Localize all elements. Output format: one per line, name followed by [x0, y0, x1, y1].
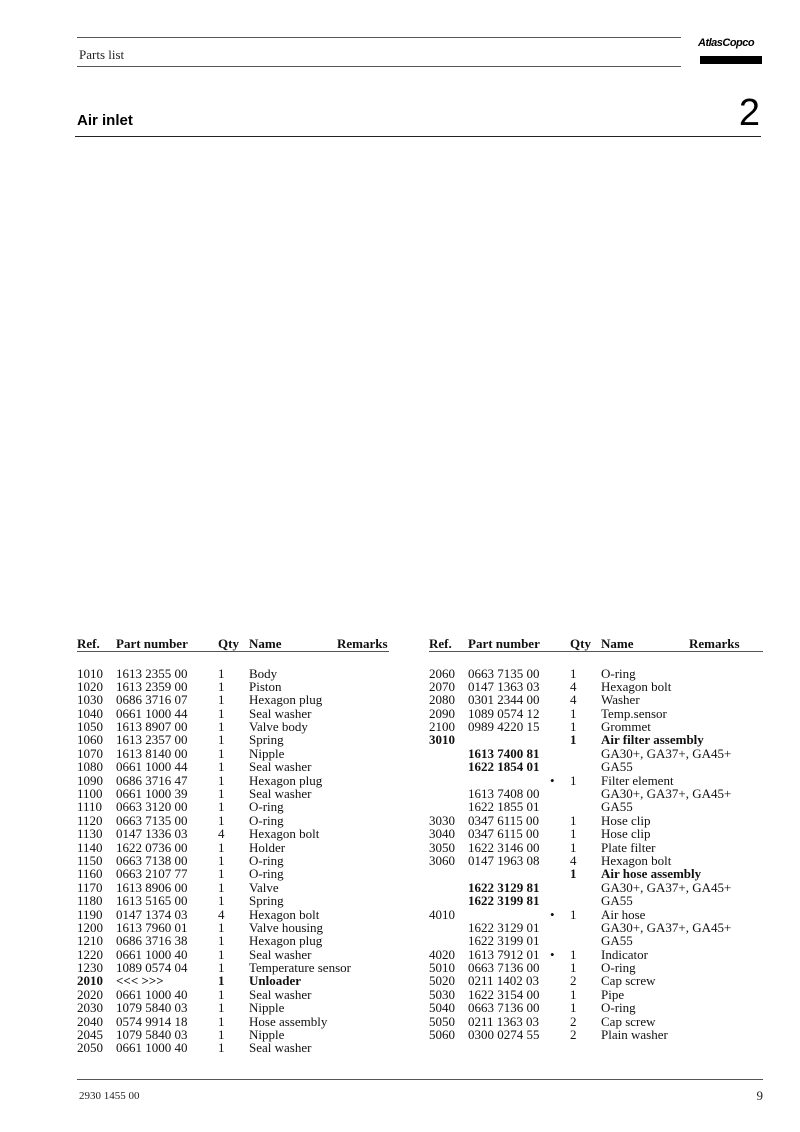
col-name: Name — [249, 636, 282, 651]
part-number-cell: 0661 1000 44 — [116, 759, 188, 775]
table-row — [77, 787, 389, 800]
qty-cell: 4 — [218, 906, 225, 922]
part-number-cell: 1613 7960 01 — [116, 919, 188, 935]
table-row — [429, 774, 761, 787]
qty-cell: 1 — [570, 772, 577, 788]
part-number-cell: 0661 1000 39 — [116, 786, 188, 802]
table-header-rule — [77, 651, 389, 652]
part-number-cell: 0989 4220 15 — [468, 719, 540, 735]
qty-cell: 1 — [218, 986, 225, 1002]
table-row — [77, 1001, 389, 1014]
table-row — [429, 733, 761, 746]
col-ref: Ref. — [77, 636, 100, 651]
atlas-copco-logo — [698, 37, 764, 68]
name-cell: O-ring — [249, 812, 284, 828]
part-number-cell: 0301 2344 00 — [468, 692, 540, 708]
table-row — [429, 867, 761, 880]
name-cell: Hexagon bolt — [249, 826, 320, 842]
name-cell: Grommet — [601, 719, 651, 735]
table-row — [429, 720, 761, 733]
part-number-cell: 0211 1402 03 — [468, 973, 540, 989]
name-cell: O-ring — [601, 1000, 636, 1016]
qty-cell: 4 — [218, 826, 225, 842]
name-cell: GA55 — [601, 799, 633, 815]
qty-cell: 1 — [570, 812, 577, 828]
part-number-cell: 1079 5840 03 — [116, 1027, 188, 1043]
name-cell: Plain washer — [601, 1027, 668, 1043]
qty-cell: 1 — [570, 719, 577, 735]
qty-cell: 1 — [218, 705, 225, 721]
bullet-marker: • — [550, 772, 555, 788]
page-number: 9 — [756, 1088, 763, 1103]
table-row — [77, 988, 389, 1001]
part-number-cell: 1622 3154 00 — [468, 986, 540, 1002]
part-number-cell: 1079 5840 03 — [116, 1000, 188, 1016]
part-number-cell: 0147 1336 03 — [116, 826, 188, 842]
qty-cell: 1 — [218, 960, 225, 976]
table-row — [77, 974, 389, 987]
qty-cell: 1 — [218, 759, 225, 775]
part-number-cell: 1622 3129 81 — [468, 879, 540, 895]
name-cell: GA30+, GA37+, GA45+ — [601, 879, 732, 895]
name-cell: GA55 — [601, 933, 633, 949]
name-cell: Valve — [249, 879, 279, 895]
rows-right — [429, 667, 761, 1042]
ref-cell: 1180 — [77, 893, 103, 909]
ref-cell: 1200 — [77, 919, 103, 935]
table-row — [77, 867, 389, 880]
part-number-cell: 0663 2107 77 — [116, 866, 188, 882]
ref-cell: 1120 — [77, 812, 103, 828]
qty-cell: 1 — [218, 946, 225, 962]
section-title: Air inlet — [77, 112, 133, 129]
col-part-number: Part number — [116, 636, 188, 651]
name-cell: Indicator — [601, 946, 648, 962]
col-part-number: Part number — [468, 636, 540, 651]
header-title: Parts list — [79, 47, 125, 62]
qty-cell: 1 — [218, 1000, 225, 1016]
ref-cell: 2070 — [429, 678, 455, 694]
parts-table-right — [429, 637, 761, 1041]
table-row — [77, 693, 389, 706]
table-row — [429, 921, 761, 934]
qty-cell: 1 — [218, 1040, 225, 1056]
ref-cell: 2040 — [77, 1013, 103, 1029]
name-cell: Spring — [249, 732, 284, 748]
table-row — [77, 747, 389, 760]
table-row — [77, 667, 389, 680]
name-cell: Seal washer — [249, 986, 312, 1002]
name-cell: Holder — [249, 839, 286, 855]
part-number-cell: 1622 3146 00 — [468, 839, 540, 855]
name-cell: Hose clip — [601, 826, 651, 842]
qty-cell: 1 — [570, 705, 577, 721]
table-row — [429, 787, 761, 800]
name-cell: O-ring — [249, 866, 284, 882]
part-number-cell: 0661 1000 40 — [116, 946, 188, 962]
qty-cell: 1 — [218, 812, 225, 828]
ref-cell: 1130 — [77, 826, 103, 842]
qty-cell: 1 — [218, 973, 225, 989]
table-row — [77, 921, 389, 934]
table-row — [77, 827, 389, 840]
name-cell: Seal washer — [249, 759, 312, 775]
name-cell: Valve body — [249, 719, 308, 735]
qty-cell: 4 — [570, 852, 577, 868]
table-row — [429, 974, 761, 987]
header-rule-bottom — [77, 66, 681, 67]
name-cell: Air hose assembly — [601, 866, 702, 882]
col-ref: Ref. — [429, 636, 452, 651]
table-header — [77, 637, 389, 651]
name-cell: Plate filter — [601, 839, 656, 855]
part-number-cell: 0147 1963 08 — [468, 852, 540, 868]
part-number-cell: 1613 7400 81 — [468, 745, 540, 761]
table-row — [429, 1028, 761, 1041]
ref-cell: 3030 — [429, 812, 455, 828]
ref-cell: 5040 — [429, 1000, 455, 1016]
name-cell: Temp.sensor — [601, 705, 667, 721]
table-row — [429, 881, 761, 894]
qty-cell: 1 — [570, 1000, 577, 1016]
table-row — [429, 827, 761, 840]
name-cell: Washer — [601, 692, 640, 708]
ref-cell: 2045 — [77, 1027, 103, 1043]
name-cell: Body — [249, 665, 278, 681]
section-rule — [75, 136, 761, 137]
part-number-cell: 1622 3199 01 — [468, 933, 540, 949]
part-number-cell: 1089 0574 04 — [116, 960, 188, 976]
name-cell: Nipple — [249, 745, 285, 761]
qty-cell: 1 — [218, 719, 225, 735]
ref-cell: 5030 — [429, 986, 455, 1002]
name-cell: Air filter assembly — [601, 732, 704, 748]
name-cell: GA30+, GA37+, GA45+ — [601, 745, 732, 761]
qty-cell: 1 — [218, 745, 225, 761]
ref-cell: 1090 — [77, 772, 103, 788]
table-row — [77, 800, 389, 813]
qty-cell: 1 — [570, 906, 577, 922]
ref-cell: 3050 — [429, 839, 455, 855]
ref-cell: 1070 — [77, 745, 103, 761]
part-number-cell: 0663 7136 00 — [468, 960, 540, 976]
qty-cell: 1 — [218, 893, 225, 909]
header-rule-top — [77, 37, 681, 38]
name-cell: Pipe — [601, 986, 625, 1002]
qty-cell: 1 — [218, 732, 225, 748]
table-row — [429, 934, 761, 947]
name-cell: Hexagon bolt — [249, 906, 320, 922]
qty-cell: 1 — [218, 879, 225, 895]
qty-cell: 1 — [570, 866, 577, 882]
part-number-cell: 1613 5165 00 — [116, 893, 188, 909]
ref-cell: 2010 — [77, 973, 103, 989]
ref-cell: 4010 — [429, 906, 455, 922]
name-cell: GA30+, GA37+, GA45+ — [601, 919, 732, 935]
name-cell: O-ring — [249, 799, 284, 815]
qty-cell: 1 — [570, 732, 577, 748]
ref-cell: 1100 — [77, 786, 103, 802]
ref-cell: 1010 — [77, 665, 103, 681]
name-cell: Seal washer — [249, 1040, 312, 1056]
col-qty: Qty — [570, 636, 591, 651]
ref-cell: 3060 — [429, 852, 455, 868]
ref-cell: 5020 — [429, 973, 455, 989]
name-cell: Cap screw — [601, 1013, 656, 1029]
name-cell: Air hose — [601, 906, 646, 922]
qty-cell: 1 — [218, 1013, 225, 1029]
table-row — [429, 693, 761, 706]
table-row — [429, 1015, 761, 1028]
ref-cell: 1140 — [77, 839, 103, 855]
name-cell: Unloader — [249, 973, 301, 989]
ref-cell: 5050 — [429, 1013, 455, 1029]
part-number-cell: 0686 3716 07 — [116, 692, 188, 708]
qty-cell: 1 — [218, 852, 225, 868]
ref-cell: 1160 — [77, 866, 103, 882]
table-row — [429, 854, 761, 867]
part-number-cell: 0663 7135 00 — [468, 665, 540, 681]
ref-cell: 1020 — [77, 678, 103, 694]
part-number-cell: 0686 3716 47 — [116, 772, 188, 788]
name-cell: Cap screw — [601, 973, 656, 989]
part-number-cell: 0574 9914 18 — [116, 1013, 188, 1029]
bullet-marker: • — [550, 906, 555, 922]
part-number-cell: 1613 7912 01 — [468, 946, 540, 962]
table-row — [429, 747, 761, 760]
ref-cell: 2080 — [429, 692, 455, 708]
name-cell: GA55 — [601, 893, 633, 909]
qty-cell: 4 — [570, 692, 577, 708]
table-header — [429, 637, 761, 651]
table-row — [77, 841, 389, 854]
parts-table-left — [77, 637, 389, 1055]
part-number-cell: 0686 3716 38 — [116, 933, 188, 949]
table-row — [429, 800, 761, 813]
part-number-cell: 1613 2355 00 — [116, 665, 188, 681]
qty-cell: 2 — [570, 1013, 577, 1029]
table-row — [77, 894, 389, 907]
table-row — [429, 894, 761, 907]
qty-cell: 1 — [570, 986, 577, 1002]
table-row — [429, 988, 761, 1001]
name-cell: Piston — [249, 678, 282, 694]
ref-cell: 2050 — [77, 1040, 103, 1056]
table-row — [429, 1001, 761, 1014]
ref-cell: 1030 — [77, 692, 103, 708]
ref-cell: 1110 — [77, 799, 103, 815]
qty-cell: 1 — [218, 919, 225, 935]
name-cell: Hose clip — [601, 812, 651, 828]
part-number-cell: 1622 3199 81 — [468, 893, 540, 909]
name-cell: Seal washer — [249, 786, 312, 802]
qty-cell: 1 — [218, 665, 225, 681]
ref-cell: 1230 — [77, 960, 103, 976]
part-number-cell: <<< >>> — [116, 973, 164, 989]
table-row — [429, 760, 761, 773]
logo-bar — [700, 56, 762, 64]
qty-cell: 1 — [570, 665, 577, 681]
name-cell: Hexagon bolt — [601, 852, 672, 868]
ref-cell: 1190 — [77, 906, 103, 922]
part-number-cell: 0661 1000 40 — [116, 986, 188, 1002]
table-row — [77, 934, 389, 947]
qty-cell: 1 — [570, 826, 577, 842]
part-number-cell: 0300 0274 55 — [468, 1027, 540, 1043]
table-row — [429, 814, 761, 827]
ref-cell: 1080 — [77, 759, 103, 775]
part-number-cell: 0347 6115 00 — [468, 812, 540, 828]
table-row — [77, 908, 389, 921]
table-row — [77, 881, 389, 894]
part-number-cell: 1613 2357 00 — [116, 732, 188, 748]
table-row — [77, 707, 389, 720]
qty-cell: 1 — [218, 692, 225, 708]
part-number-cell: 1613 8140 00 — [116, 745, 188, 761]
name-cell: Filter element — [601, 772, 674, 788]
name-cell: Hexagon plug — [249, 933, 323, 949]
table-row — [77, 680, 389, 693]
name-cell: Hexagon plug — [249, 772, 323, 788]
ref-cell: 1170 — [77, 879, 103, 895]
table-row — [77, 760, 389, 773]
ref-cell: 5060 — [429, 1027, 455, 1043]
qty-cell: 4 — [570, 678, 577, 694]
part-number-cell: 1613 8907 00 — [116, 719, 188, 735]
name-cell: Temperature sensor — [249, 960, 351, 976]
qty-cell: 1 — [218, 799, 225, 815]
name-cell: Hose assembly — [249, 1013, 328, 1029]
ref-cell: 2060 — [429, 665, 455, 681]
ref-cell: 1210 — [77, 933, 103, 949]
qty-cell: 1 — [218, 678, 225, 694]
table-row — [429, 667, 761, 680]
ref-cell: 1050 — [77, 719, 103, 735]
name-cell: O-ring — [249, 852, 284, 868]
part-number-cell: 0663 7135 00 — [116, 812, 188, 828]
ref-cell: 1150 — [77, 852, 103, 868]
table-row — [77, 720, 389, 733]
qty-cell: 1 — [570, 946, 577, 962]
document-code: 2930 1455 00 — [79, 1090, 140, 1102]
part-number-cell: 0147 1374 03 — [116, 906, 188, 922]
name-cell: Seal washer — [249, 946, 312, 962]
part-number-cell: 1613 7408 00 — [468, 786, 540, 802]
name-cell: Hexagon plug — [249, 692, 323, 708]
part-number-cell: 1089 0574 12 — [468, 705, 540, 721]
ref-cell: 2100 — [429, 719, 455, 735]
qty-cell: 1 — [570, 960, 577, 976]
bullet-marker: • — [550, 946, 555, 962]
ref-cell: 1040 — [77, 705, 103, 721]
qty-cell: 1 — [218, 839, 225, 855]
part-number-cell: 1622 1854 01 — [468, 759, 540, 775]
table-row — [77, 854, 389, 867]
name-cell: O-ring — [601, 665, 636, 681]
ref-cell: 2020 — [77, 986, 103, 1002]
ref-cell: 1060 — [77, 732, 103, 748]
part-number-cell: 0211 1363 03 — [468, 1013, 540, 1029]
col-qty: Qty — [218, 636, 239, 651]
ref-cell: 5010 — [429, 960, 455, 976]
table-row — [429, 948, 761, 961]
part-number-cell: 0663 7136 00 — [468, 1000, 540, 1016]
part-number-cell: 0347 6115 00 — [468, 826, 540, 842]
name-cell: Hexagon bolt — [601, 678, 672, 694]
col-remarks: Remarks — [337, 636, 388, 651]
table-header-rule — [429, 651, 763, 652]
part-number-cell: 1622 1855 01 — [468, 799, 540, 815]
part-number-cell: 0147 1363 03 — [468, 678, 540, 694]
ref-cell: 3010 — [429, 732, 455, 748]
part-number-cell: 1622 0736 00 — [116, 839, 188, 855]
col-remarks: Remarks — [689, 636, 740, 651]
table-row — [77, 733, 389, 746]
ref-cell: 2090 — [429, 705, 455, 721]
part-number-cell: 1613 2359 00 — [116, 678, 188, 694]
name-cell: Seal washer — [249, 705, 312, 721]
table-row — [429, 961, 761, 974]
ref-cell: 4020 — [429, 946, 455, 962]
qty-cell: 2 — [570, 973, 577, 989]
qty-cell: 1 — [218, 866, 225, 882]
table-row — [77, 1028, 389, 1041]
qty-cell: 1 — [218, 1027, 225, 1043]
table-row — [429, 680, 761, 693]
part-number-cell: 0661 1000 44 — [116, 705, 188, 721]
table-row — [77, 774, 389, 787]
qty-cell: 1 — [570, 839, 577, 855]
table-row — [77, 1041, 389, 1054]
qty-cell: 1 — [218, 786, 225, 802]
table-row — [77, 961, 389, 974]
name-cell: GA30+, GA37+, GA45+ — [601, 786, 732, 802]
name-cell: GA55 — [601, 759, 633, 775]
qty-cell: 2 — [570, 1027, 577, 1043]
ref-cell: 3040 — [429, 826, 455, 842]
part-number-cell: 0661 1000 40 — [116, 1040, 188, 1056]
part-number-cell: 0663 3120 00 — [116, 799, 188, 815]
name-cell: Valve housing — [249, 919, 324, 935]
col-name: Name — [601, 636, 634, 651]
table-row — [429, 707, 761, 720]
qty-cell: 1 — [218, 933, 225, 949]
ref-cell: 1220 — [77, 946, 103, 962]
table-row — [429, 841, 761, 854]
part-number-cell: 1622 3129 01 — [468, 919, 540, 935]
table-row — [77, 814, 389, 827]
part-number-cell: 0663 7138 00 — [116, 852, 188, 868]
footer-rule — [77, 1079, 763, 1080]
name-cell: Spring — [249, 893, 284, 909]
table-row — [77, 948, 389, 961]
rows-left — [77, 667, 389, 1055]
name-cell: Nipple — [249, 1000, 285, 1016]
ref-cell: 2030 — [77, 1000, 103, 1016]
name-cell: O-ring — [601, 960, 636, 976]
qty-cell: 1 — [218, 772, 225, 788]
table-row — [77, 1015, 389, 1028]
name-cell: Nipple — [249, 1027, 285, 1043]
part-number-cell: 1613 8906 00 — [116, 879, 188, 895]
logo-wordmark: AtlasCopco — [698, 37, 755, 49]
section-number: 2 — [738, 92, 760, 134]
table-row — [429, 908, 761, 921]
